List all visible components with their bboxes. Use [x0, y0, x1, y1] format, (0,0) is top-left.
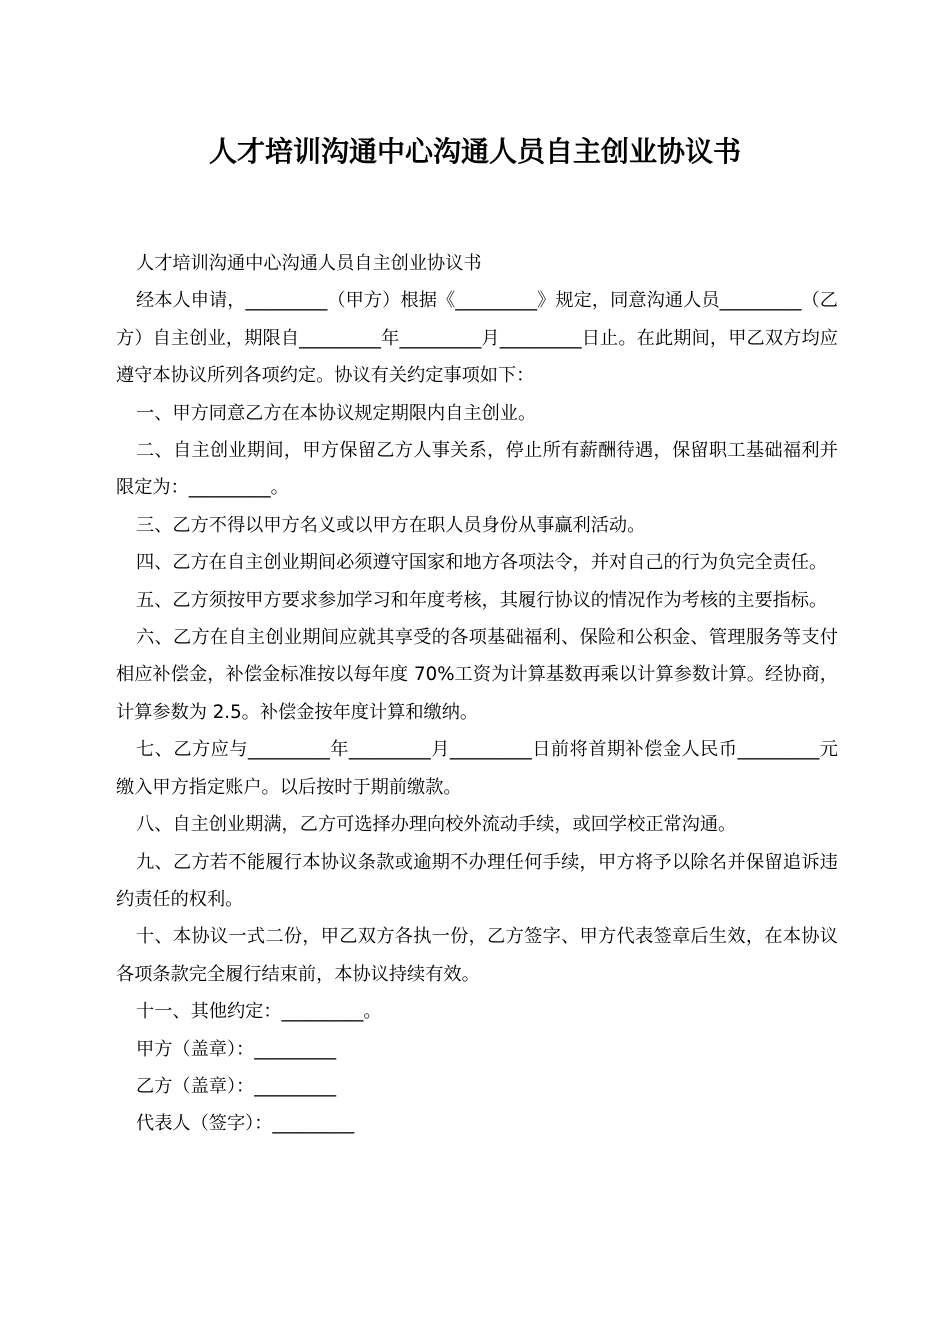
representative-signature-line: 代表人（签字）：_________: [136, 1113, 355, 1135]
clause-11: 十一、其他约定：_________。: [136, 1001, 382, 1023]
clause-3: 三、乙方不得以甲方名义或以甲方在职人员身份从事赢利活动。: [136, 514, 646, 536]
clause-6: 六、乙方在自主创业期间应就其享受的各项基础福利、保险和公积金、管理服务等支付相应补偿金，补偿金标准按以每年度 70%工资为计算基数再乘以计算参数计算。经协商，计算参数为 2.5。补偿金按年度计算和缴纳。: [116, 627, 838, 723]
clause-1: 一、甲方同意乙方在本协议规定期限内自主创业。: [136, 402, 537, 424]
document-title: 人才培训沟通中心沟通人员自主创业协议书: [208, 135, 741, 168]
clause-8: 八、自主创业期满，乙方可选择办理向校外流动手续，或回学校正常沟通。: [136, 814, 737, 836]
party-b-seal-line: 乙方（盖章）：_________: [136, 1075, 337, 1097]
clause-7: 七、乙方应与_________年_________月_________日前将首期补偿金人民币_________元缴入甲方指定账户。以后按时于期前缴款。: [116, 739, 838, 798]
clause-10: 十、本协议一式二份，甲乙双方各执一份，乙方签字、甲方代表签章后生效，在本协议各项条款完全履行结束前，本协议持续有效。: [116, 926, 838, 985]
intro-paragraph: 经本人申请，_________（甲方）根据《_________》规定，同意沟通人员_________（乙方）自主创业，期限自_________年_________月_________日止。在此期间，甲乙双方均应遵守本协议所列各项约定。协议有关约定事项如下：: [116, 290, 838, 387]
document-body: [116, 245, 838, 1143]
clause-5: 五、乙方须按甲方要求参加学习和年度考核，其履行协议的情况作为考核的主要指标。: [136, 589, 828, 611]
clause-2: 二、自主创业期间，甲方保留乙方人事关系，停止所有薪酬待遇，保留职工基础福利并限定为：_________。: [116, 440, 838, 499]
clause-9: 九、乙方若不能履行本协议条款或逾期不办理任何手续，甲方将予以除名并保留追诉违约责任的权利。: [116, 851, 838, 910]
party-a-seal-line: 甲方（盖章）：_________: [136, 1038, 337, 1060]
subtitle-paragraph: 人才培训沟通中心沟通人员自主创业协议书: [136, 253, 482, 274]
clause-4: 四、乙方在自主创业期间必须遵守国家和地方各项法令，并对自己的行为负完全责任。: [136, 552, 828, 574]
